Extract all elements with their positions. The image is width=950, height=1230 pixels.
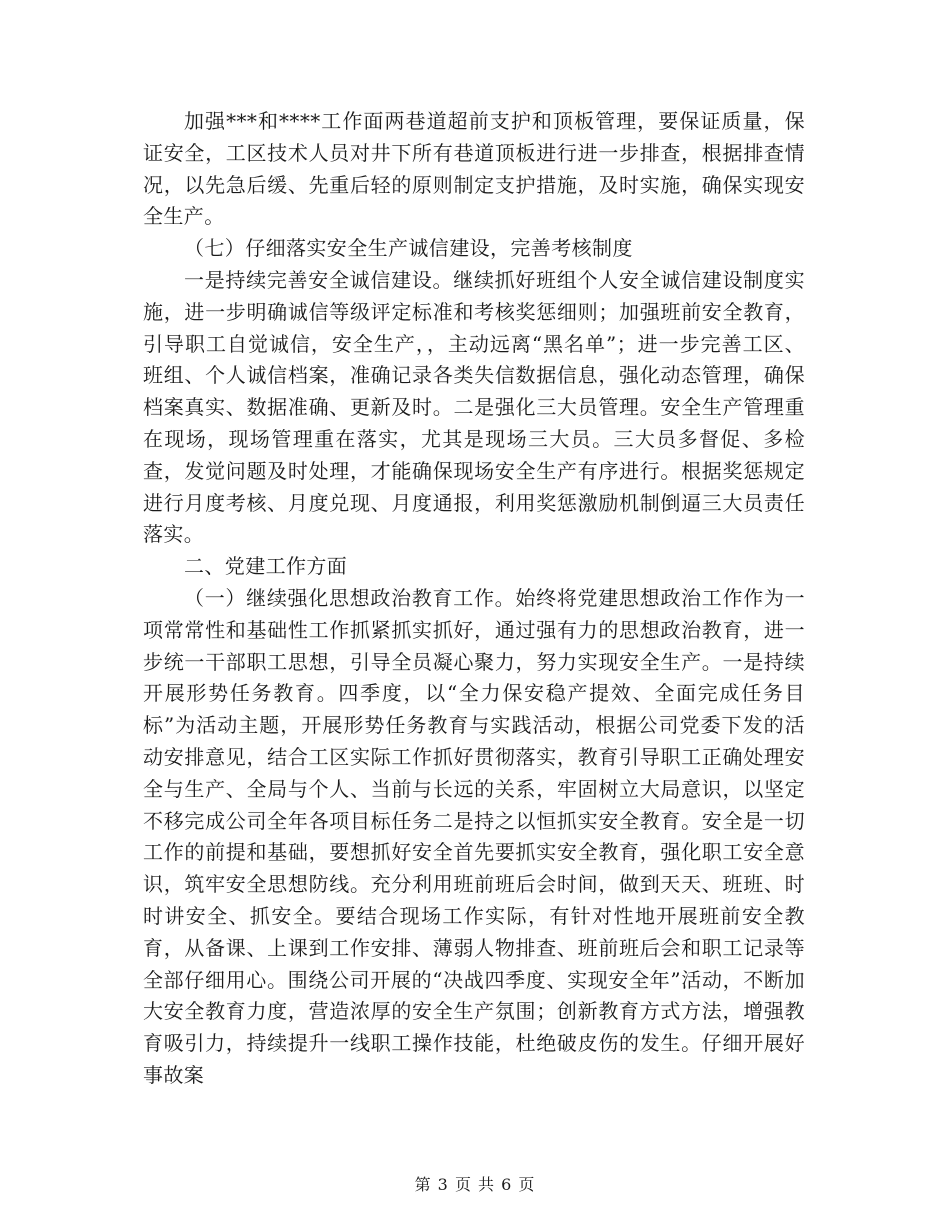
document-body <box>143 106 805 1092</box>
section-heading-integrity: （七）仔细落实安全生产诚信建设，完善考核制度 <box>184 236 633 261</box>
page-number-footer: 第 3 页 共 6 页 <box>414 1175 536 1194</box>
paragraph-integrity-building: 一是持续完善安全诚信建设。继续抓好班组个人安全诚信建设制度实施，进一步明确诚信等级评定标准和考核奖惩细则；加强班前安全教育，引导职工自觉诚信，安全生产，，主动远离“黑名单”；进一步完善工区、班组、个人诚信档案，准确记录各类失信数据信息，强化动态管理，确保档案真实、数据准确、更新及时。二是强化三大员管理。安全生产管理重在现场，现场管理重在落实，尤其是现场三大员。三大员多督促、多检查，发觉问题及时处理，才能确保现场安全生产有序进行。根据奖惩规定进行月度考核、月度兑现、月度通报，利用奖惩激励机制倒逼三大员责任落实。 <box>143 267 805 547</box>
paragraph-political-education: （一）继续强化思想政治教育工作。始终将党建思想政治工作作为一项常常性和基础性工作抓紧抓实抓好，通过强有力的思想政治教育，进一步统一干部职工思想，引导全员凝心聚力，努力实现安全生产。一是持续开展形势任务教育。四季度，以“全力保安稳产提效、全面完成任务目标”为活动主题，开展形势任务教育与实践活动，根据公司党委下发的活动安排意见，结合工区实际工作抓好贯彻落实，教育引导职工正确处理安全与生产、全局与个人、当前与长远的关系，牢固树立大局意识，以坚定不移完成公司全年各项目标任务二是持之以恒抓实安全教育。安全是一切工作的前提和基础，要想抓好安全首先要抓实安全教育，强化职工安全意识，筑牢安全思想防线。充分利用班前班后会时间，做到天天、班班、时时讲安全、抓安全。要结合现场工作实际，有针对性地开展班前安全教育，从备课、上课到工作安排、薄弱人物排查、班前班后会和职工记录等全部仔细用心。围绕公司开展的“决战四季度、实现安全年”活动，不断加大安全教育力度，营造浓厚的安全生产氛围；创新教育方式方法，增强教育吸引力，持续提升一线职工操作技能，杜绝破皮伤的发生。仔细开展好事故案 <box>143 585 805 1087</box>
paragraph-support-management: 加强***和****工作面两巷道超前支护和顶板管理，要保证质量，保证安全，工区技术人员对井下所有巷道顶板进行进一步排查，根据排查情况，以先急后缓、先重后轻的原则制定支护措施，及时实施，确保实现安全生产。 <box>143 109 805 229</box>
section-heading-party-building: 二、党建工作方面 <box>184 554 348 579</box>
